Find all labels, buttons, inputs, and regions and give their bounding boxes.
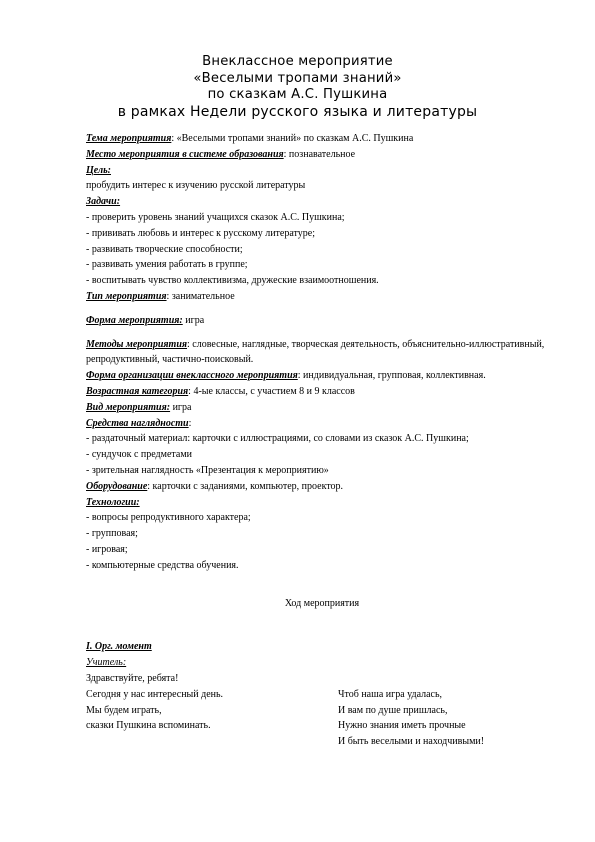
speaker-text: Учитель: [86, 657, 127, 669]
field-label: Средства наглядности [86, 417, 189, 429]
field-label: Возрастная категория [86, 385, 189, 397]
section-title [86, 639, 558, 655]
list-item: - развивать творческие способности; [86, 243, 243, 255]
field-value: игра [170, 401, 192, 413]
title-line-2: «Веселыми тропами знаний» [193, 70, 402, 86]
field-label: Тип мероприятия [86, 290, 167, 302]
field-value: : словесные, наглядные, творческая деятельность, объяснительно-иллюстративный, репродуктивный, частично-поисковый. [86, 338, 545, 366]
field-visuals [86, 416, 558, 432]
list-item: - групповая; [86, 528, 138, 540]
field-value: : «Веселыми тропами знаний» по сказкам А.С. Пушкина [171, 133, 414, 144]
field-age [86, 384, 558, 400]
speaker-label [86, 655, 558, 671]
field-value: : индивидуальная, групповая, коллективная. [297, 370, 486, 382]
field-theme [86, 131, 558, 147]
field-value: игра [182, 314, 205, 326]
title-line-1: Внеклассное мероприятие [202, 54, 393, 69]
field-value: : занимательное [166, 290, 235, 302]
poem-line: Мы будем играть, [86, 704, 162, 716]
field-tech-label [86, 495, 558, 511]
poem-line: Сегодня у нас интересный день. [86, 688, 224, 700]
field-form [86, 313, 558, 329]
field-label: Форма организации внеклассного мероприятия [86, 370, 298, 382]
poem-line: сказки Пушкина вспоминать. [86, 720, 211, 732]
field-place [86, 147, 558, 163]
field-equipment [86, 479, 558, 495]
field-label: Оборудование [86, 480, 148, 492]
list-item: - игровая; [86, 543, 128, 555]
list-item: - проверить уровень знаний учащихся сказок А.С. Пушкина; [86, 211, 345, 223]
document-title [80, 54, 515, 120]
poem-line: Нужно знания иметь прочные [338, 720, 466, 732]
poem [86, 687, 558, 750]
field-goal-value: пробудить интерес к изучению русской литературы [86, 180, 306, 192]
field-label: Технологии: [86, 496, 140, 508]
field-kind [86, 400, 558, 416]
section-heading: Ход мероприятия [284, 597, 360, 609]
field-org-form [86, 368, 558, 384]
title-line-3: по сказкам А.С. Пушкина [207, 87, 388, 102]
list-item: - развивать умения работать в группе; [86, 259, 248, 271]
document-body [86, 131, 558, 750]
poem-right-column [338, 687, 484, 750]
field-goal-label [86, 163, 558, 179]
field-tasks-label [86, 194, 558, 210]
list-item: - раздаточный материал: карточки с иллюстрациями, со словами из сказок А.С. Пушкина; [86, 433, 469, 445]
section-title-text: I. Орг. момент [86, 641, 152, 653]
field-value: : [188, 417, 192, 429]
field-label: Место мероприятия в системе образования [86, 148, 284, 160]
poem-line: И быть веселыми и находчивыми! [338, 736, 485, 748]
field-label: Цель: [86, 164, 111, 176]
field-label: Форма мероприятия: [86, 314, 183, 326]
field-label: Вид мероприятия: [86, 401, 171, 413]
list-item: - вопросы репродуктивного характера; [86, 512, 251, 524]
list-item: - воспитывать чувство коллективизма, дружеские взаимоотношения. [86, 275, 379, 287]
list-item: - прививать любовь и интерес к русскому литературе; [86, 227, 316, 239]
poem-line: Чтоб наша игра удалась, [338, 688, 443, 700]
list-item: - зрительная наглядность «Презентация к мероприятию» [86, 464, 329, 476]
list-item: - компьютерные средства обучения. [86, 559, 239, 571]
field-value: : 4-ые классы, с участием 8 и 9 классов [188, 385, 355, 397]
field-value: : карточки с заданиями, компьютер, проектор. [147, 480, 344, 492]
field-methods [86, 337, 558, 369]
greeting: Здравствуйте, ребята! [86, 672, 179, 684]
field-label: Задачи: [86, 196, 121, 208]
poem-line: И вам по душе пришлась, [338, 704, 448, 716]
field-type [86, 289, 558, 305]
list-item: - сундучок с предметами [86, 449, 193, 461]
title-line-4: в рамках Недели русского языка и литературы [117, 103, 478, 120]
poem-left-column [86, 687, 223, 734]
field-label: Методы мероприятия [86, 338, 188, 350]
field-value: : познавательное [283, 148, 356, 160]
field-label: Тема мероприятия [86, 133, 172, 144]
